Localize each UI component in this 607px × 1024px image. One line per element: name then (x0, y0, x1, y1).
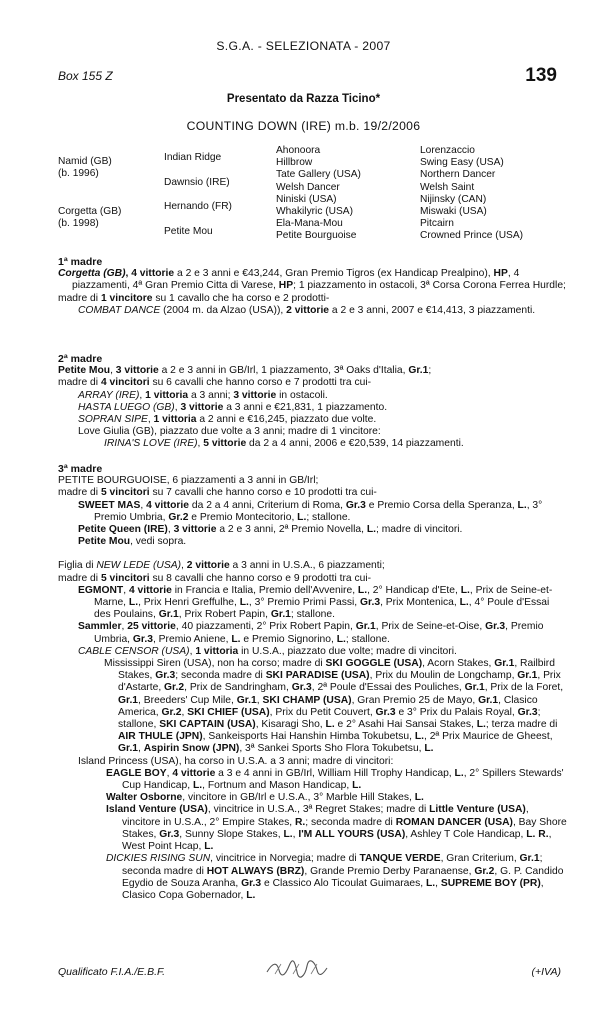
body-text: Love Giulia (GB), piazzato due volte a 3 anni; madre di 1 vincitore: (78, 426, 381, 438)
presenter: Presentato da Razza Ticino* (226, 93, 381, 105)
body-text: DICKIES RISING SUN, vincitrice in Norvegia; madre di TANQUE VERDE, Gran Criterium, Gr.1; seconda madre di HOT ALWAYS (BRZ), Grande Premio Derby Paranaense, Gr.2, G. P. Candido Egydio de Souza Aranha, Gr.3 e Classico Alo Ticoulat Guimaraes, L., SUPREME BOY (PR), Clasico Copa Gobernador, L. (106, 853, 564, 901)
sire: Namid (GB) (b. 1996) (58, 156, 112, 180)
body-text: IRINA'S LOVE (IRE), 5 vittorie da 2 a 4 anni, 2006 e €20,539, 14 piazzamenti. (104, 438, 464, 450)
dam: Corgetta (GB) (b. 1998) (58, 206, 122, 230)
section-title: 2ª madre (58, 353, 103, 365)
lot-number: 139 (525, 65, 557, 86)
body-text: Island Princess (USA), ha corso in U.S.A. a 3 anni; madre di vincitori: (78, 755, 394, 767)
second-dam-section (58, 353, 568, 451)
body-text: Petite Mou, 3 vittorie a 2 e 3 anni in GB/Irl, 1 piazzamento, 3ª Oaks d'Italia, Gr.1; (58, 365, 432, 377)
body-text: madre di 5 vincitori su 7 cavalli che hanno corso e 10 prodotti tra cui- (58, 487, 377, 499)
body-text: Petite Mou, vedi sopra. (78, 536, 187, 548)
body-text: ARRAY (IRE), 1 vittoria a 3 anni; 3 vittorie in ostacoli. (78, 389, 328, 401)
pedigree-gen4: Lorenzaccio Swing Easy (USA) Northern Dancer Welsh Saint Nijinsky (CAN) Miswaki (USA) Pitcairn Crowned Prince (USA) (420, 145, 524, 242)
horse-title: COUNTING DOWN (IRE) m.b. 19/2/2006 (186, 119, 421, 133)
body-text: SWEET MAS, 4 vittorie da 2 a 4 anni, Criterium di Roma, Gr.3 e Premio Corsa della Speranza, L., 3° Premio Umbria, Gr.2 e Premio Montecitorio, L.; stallone. (78, 499, 543, 523)
body-text: madre di 5 vincitori su 8 cavalli che hanno corso e 9 prodotti tra cui- (58, 572, 372, 584)
dam-dam: Petite Mou (164, 226, 213, 237)
pedigree-gen3: Ahonoora Hillbrow Tate Gallery (USA) Welsh Dancer Niniski (USA) Whakilyric (USA) Ela-Mana-Mou Petite Bourguoise (276, 145, 361, 242)
body-text: PETITE BOURGUOISE, 6 piazzamenti a 3 anni in GB/Irl; (58, 475, 319, 487)
qualification-note: Qualificato F.I.A./E.B.F. (58, 966, 165, 978)
body-text: Walter Osborne, vincitore in GB/Irl e U.S.A., 3° Marble Hill Stakes, L. (106, 792, 424, 804)
body-text: SOPRAN SIPE, 1 vittoria a 2 anni e €16,245, piazzato due volte. (78, 414, 377, 426)
body-text: Petite Queen (IRE), 3 vittorie a 2 e 3 anni, 2ª Premio Novella, L.; madre di vincitori. (78, 524, 463, 536)
body-text: Corgetta (GB), 4 vittorie a 2 e 3 anni e €43,244, Gran Premio Tigros (ex Handicap Prealpino), HP, 4 piazzamenti, 4ª Gran Premio Citta di Varese, HP; 1 piazzamento in ostacoli, 3ª Corsa Corona Ferrea Hurdle; (58, 268, 566, 292)
signature-graphic (265, 958, 329, 984)
sire-dam: Dawnsio (IRE) (164, 177, 230, 188)
section-title: 1ª madre (58, 256, 103, 268)
body-text: HASTA LUEGO (GB), 3 vittorie a 3 anni e €21,831, 1 piazzamento. (78, 401, 388, 413)
body-text: Figlia di NEW LEDE (USA), 2 vittorie a 3 anni in U.S.A., 6 piazzamenti; (58, 560, 385, 572)
body-text: EGMONT, 4 vittorie in Francia e Italia, Premio dell'Avvenire, L., 2° Handicap d'Ete, L., Prix de Seine-et-Marne, L., Prix Henri Greffulhe, L., 3° Premio Primi Passi, Gr.3, Prix Montenica, L., 4° Poule d'Essai des Poulains, Gr.1, Prix Robert Papin, Gr.1; stallone. (78, 584, 553, 621)
body-text: madre di 1 vincitore su 1 cavallo che ha corso e 2 prodotti- (58, 292, 330, 304)
box-number: Box 155 Z (58, 69, 113, 83)
body-text: madre di 4 vincitori su 6 cavalli che hanno corso e 7 prodotti tra cui- (58, 377, 372, 389)
body-text: Sammler, 25 vittorie, 40 piazzamenti, 2° Prix Robert Papin, Gr.1, Prix de Seine-et-Oise, Gr.3, Premio Umbria, Gr.3, Premio Aniene, L. e Premio Signorino, L.; stallone. (78, 621, 544, 645)
sire-sire: Indian Ridge (164, 152, 222, 163)
first-dam-section (58, 256, 568, 317)
body-text: CABLE CENSOR (USA), 1 vittoria in U.S.A., piazzato due volte; madre di vincitori. (78, 645, 457, 657)
dam-sire: Hernando (FR) (164, 201, 232, 212)
body-text: Island Venture (USA), vincitrice in U.S.A., 3ª Regret Stakes; madre di Little Venture (USA), vincitore in U.S.A., 2° Empire Stakes, R.; seconda madre di ROMAN DANCER (USA), Bay Shore Stakes, Gr.3, Sunny Slope Stakes, L., I'M ALL YOURS (USA), Ashley T Cole Handicap, L. R., West Point Hcap, L. (106, 804, 567, 853)
body-text: EAGLE BOY, 4 vittorie a 3 e 4 anni in GB/Irl, William Hill Trophy Handicap, L., 2° Spillers Stewards' Cup Handicap, L., Fortnum and Mason Handicap, L. (106, 767, 564, 792)
catalogue-title: S.G.A. - SELEZIONATA - 2007 (216, 39, 391, 53)
body-text: COMBAT DANCE (2004 m. da Alzao (USA)), 2 vittorie a 2 e 3 anni, 2007 e €14,413, 3 piazzamenti. (78, 304, 536, 316)
section-title: 3ª madre (58, 463, 103, 475)
third-dam-section (58, 463, 568, 902)
body-text: Mississippi Siren (USA), non ha corso; madre di SKI GOGGLE (USA), Acorn Stakes, Gr.1, Railbird Stakes, Gr.3; seconda madre di SKI PARADISE (USA), Prix du Moulin de Longchamp, Gr.1, Prix d'Astarte, Gr.2, Prix de Sandringham, Gr.3, 2ª Poule d'Essai des Pouliches, Gr.1, Prix de la Foret, Gr.1, Breeders' Cup Mile, Gr.1, SKI CHAMP (USA), Gran Premio 25 de Mayo, Gr.1, Clasico America, Gr.2, SKI CHIEF (USA), Prix du Petit Couvert, Gr.3 e 3° Prix du Palais Royal, Gr.3; stallone, SKI CAPTAIN (USA), Kisaragi Sho, L. e 2° Asahi Hai Sansai Stakes, L.; terza madre di AIR THULE (JPN), Sankeisports Hai Hanshin Himba Tokubetsu, L., 2ª Prix Maurice de Gheest, Gr.1, Aspirin Snow (JPN), 3ª Sankei Sports Sho Flora Tokubetsu, L. (104, 658, 564, 755)
vat-note: (+IVA) (531, 966, 561, 978)
